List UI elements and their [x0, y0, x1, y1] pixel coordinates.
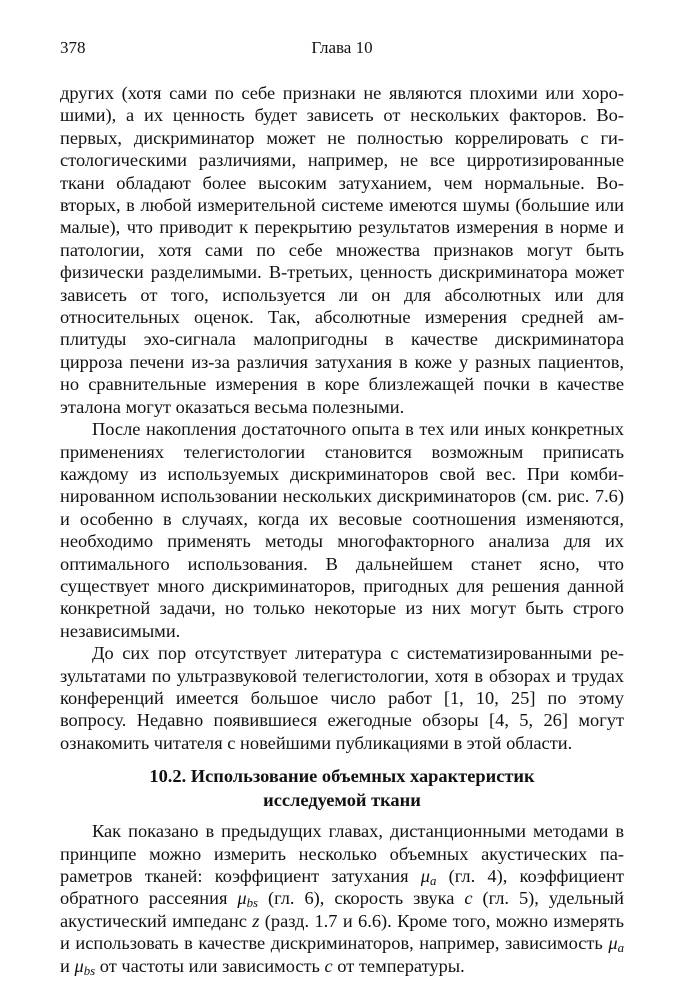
- symbol-mu-bs: [237, 888, 259, 911]
- symbol-mu: μ: [74, 955, 84, 976]
- section-heading-line-2: исследуемой ткани: [263, 790, 421, 811]
- page-header: [60, 38, 624, 62]
- symbol-c: c: [464, 888, 473, 909]
- paragraph-weights: После накопления достаточного опыта в тех или иных конкретных применениях телегистологии становится возможным приписать каждому из используемых дискриминаторов свой вес. При комбинированном использовании нескольких дискриминаторов (см. рис. 7.6) и особенно в случаях, когда их весовые соотношения изменяются, необходимо применять методы многофакторного анализа для их оптимального использования. В дальнейшем станет ясно, что существует много дискриминаторов, пригодных для решения данной конкретной задачи, но только некоторые из них могут быть строго независимыми.: [60, 419, 624, 641]
- symbol-z: z: [252, 910, 260, 931]
- symbol-mu: μ: [420, 866, 431, 886]
- subscript-bs: bs: [246, 896, 259, 911]
- paragraph-bulk-parameters: [60, 820, 624, 977]
- paragraph-continued: других (хотя сами по себе признаки не являются плохими или хорошими), а их ценность будет зависеть от нескольких факторов. Во-первых, дискриминатор может не полностью коррелировать с гистологическими различиями, например, не все цирротизированные ткани обладают более высоким затуханием, чем нормальные. Во-вторых, в любой измерительной системе имеются шумы (большие или малые), что приводит к перекрытию результатов измерения в норме и патологии, хотя сами по себе множества признаков могут быть физически разделимыми. В-третьих, ценность дискриминатора может зависеть от того, используется ли он для абсолютных или для относительных оценок. Так, абсолютные измерения средней амплитуды эхо-сигнала малопригодны в качестве дискриминатора цирроза печени из-за различия затухания в коже у разных пациентов, но сравнительные измерения в коре близлежащей почки в качестве эталона могут оказаться весьма полезными.: [60, 83, 624, 417]
- section-heading: [100, 764, 584, 812]
- text-run: от температуры.: [332, 955, 465, 976]
- page-body: [60, 82, 624, 977]
- symbol-mu-a: [420, 866, 437, 889]
- text-run: и: [60, 955, 75, 976]
- subscript-a: a: [430, 874, 437, 889]
- text-run: (гл. 5), удельный акустический импеданс: [60, 888, 625, 931]
- symbol-mu: μ: [608, 933, 618, 954]
- symbol-mu-bs: [74, 956, 95, 976]
- book-page: [60, 38, 624, 977]
- subscript-a: a: [617, 941, 624, 956]
- symbol-mu: μ: [237, 888, 247, 909]
- running-head: Глава 10: [311, 38, 373, 57]
- paragraph-literature: До сих пор отсутствует литература с систематизированными результатами по ультразвуковой телегистологии, хотя в обзорах и трудах конференций имеется большое число работ [1, 10, 25] по этому вопросу. Недавно появившиеся ежегодные обзоры [4, 5, 26] могут ознакомить читателя с новейшими публикациями в этой области.: [60, 643, 624, 753]
- text-run: (разд. 1.7 и 6.6). Кроме того, можно измерять и использовать в качестве дискриминаторов, например, зависимость: [60, 910, 624, 954]
- section-heading-line-1: 10.2. Использование объемных характеристик: [149, 766, 535, 787]
- text-run: от частоты или зависимость: [95, 955, 325, 976]
- symbol-mu-a: [608, 933, 624, 956]
- text-run: (гл. 4), коэффициент обратного рассеяния: [60, 866, 624, 909]
- text-run: (гл. 6), скорость звука: [258, 888, 465, 909]
- text-run: Как показано в предыдущих главах, дистанционными методами в принципе можно измерить несколько объемных акустических параметров тканей: коэффициент затухания: [60, 821, 624, 886]
- symbol-c: c: [324, 955, 333, 976]
- page-number: 378: [60, 38, 86, 57]
- subscript-bs: bs: [83, 963, 96, 978]
